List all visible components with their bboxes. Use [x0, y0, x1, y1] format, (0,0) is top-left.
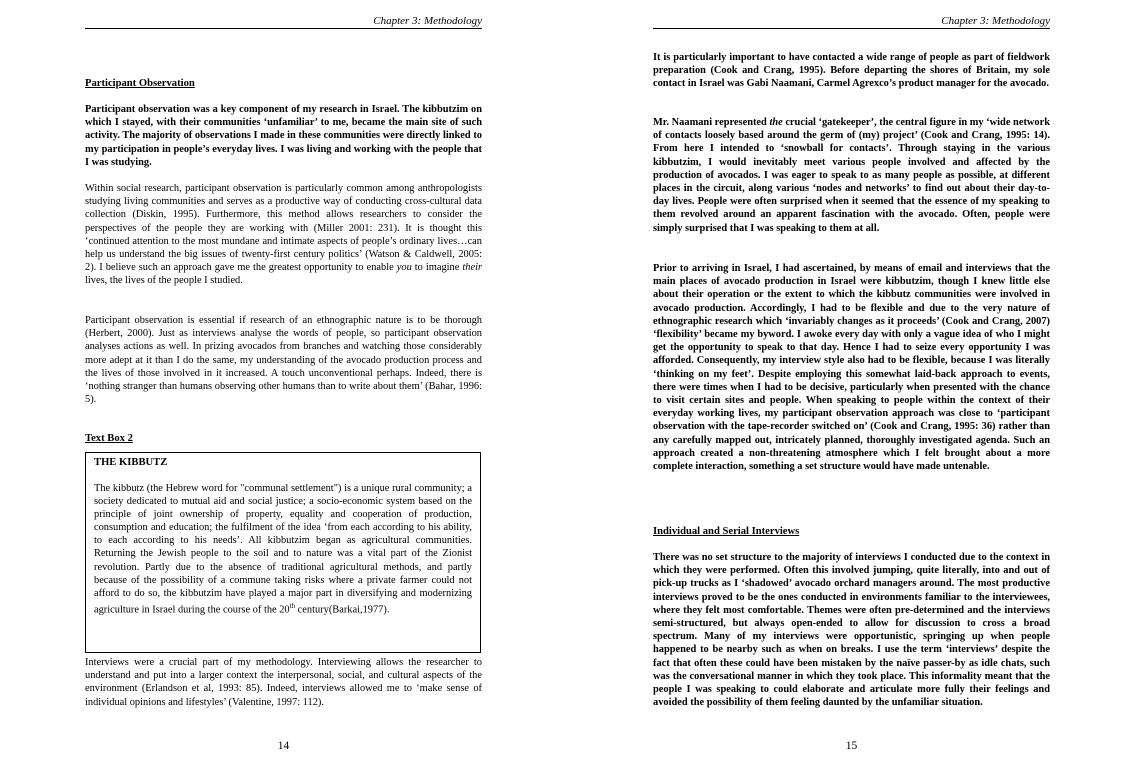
section-heading-text-box: Text Box 2 — [85, 433, 133, 444]
left-page — [85, 0, 482, 766]
text-box-title: THE KIBBUTZ — [94, 457, 168, 468]
paragraph: It is particularly important to have contacted a wide range of people as part of fieldwork preparation (Cook and Crang, 1995). Before departing the shores of Britain, my sole contact in Israel was Gabi Naamani, Carmel Agrexco’s product manager for the avocado. — [653, 52, 1050, 90]
paragraph: Participant observation is essential if research of an ethnographic nature is to be thorough (Herbert, 2000). Just as interviews analyse the words of people, so participant observation analyses actions as well. In prizing avocados from branches and watching those considerably more adept at it than I do the same, my understanding of the avocado production process and the lives of those involved in it increased. A touch unconventional perhaps. Indeed, there is ‘nothing stranger than humans observing other humans than to write about them’ (Bahar, 1996: 5). — [85, 315, 482, 406]
running-head: Chapter 3: Methodology — [85, 15, 482, 29]
text-box-kibbutz — [85, 452, 481, 653]
paragraph: Participant observation was a key component of my research in Israel. The kibbutzim on which I stayed, with their communities ‘unfamiliar’ to me, became the main site of such activity. The majority of observations I made in these communities were directly linked to my participation in people’s everyday lives. I was living and working with the people that I was studying. — [85, 104, 482, 168]
paragraph: Within social research, participant observation is particularly common among anthropologists studying living communities and serves as a productive way of conducting cross-cultural data collection (Diskin, 1995). Furthermore, this method allows researchers to consider the perspectives of the people they are working with (Miller 2001: 231). It is thought this ‘continued attention to the most mundane and intimate aspects of people’s ordinary lives…can help us understand the big issues of twenty-first century politics’ (Watson & Caldwell, 2005: 2). I believe such an approach gave me the greatest opportunity to enable you to imagine their lives, the lives of the people I studied. — [85, 183, 482, 287]
text-box-body: The kibbutz (the Hebrew word for "communal settlement") is a unique rural community; a society dedicated to mutual aid and social justice; a socio-economic system based on the principle of joint ownership of property, equality and cooperation of production, consumption and education; the fulfilment of the idea ‘from each according to his ability, to each according to his needs’. All kibbutzim began as agricultural communities. Returning the Jewish people to the soil and to nature was a vital part of the Zionist revolution. Partly due to the absence of traditional agricultural methods, and partly because of the possibility of a commune taking risks where a private farmer could not afford to do so, the kibbutzim have played a major part in diversifying and modernizing agriculture in Israel during the course of the 20th century(Barkai,1977). — [94, 483, 472, 616]
section-heading-participant-observation: Participant Observation — [85, 78, 195, 89]
paragraph: Prior to arriving in Israel, I had ascertained, by means of email and interviews that the main places of avocado production in Israel were kibbutzim, though I knew little else about their operation or the extent to which the kibbutz communities were involved in avocado production. Accordingly, I had to be flexible and due to the very nature of ethnographic research which ‘invariably changes as it proceeds’ (Cook and Crang, 2007) ‘flexibility’ became my byword. I awoke every day with only a vague idea of who I might get the opportunity to speak to that day. Hence I had to seize every opportunity I was afforded. Consequently, my interview style also had to be flexible, because I was literally ‘thinking on my feet’. Despite employing this somewhat laid-back approach to events, there were times when I had to be decisive, particularly when presented with the chance to visit certain sites and people. When speaking to people within the context of their everyday working lives, my participant observation approach was close to ‘participant observation with the tape-recorder switched on’ (Cook and Crang, 1995: 36) rather than any carefully mapped out, intricately planned, thoroughly investigated agenda. Such an approach created a non-threatening atmosphere which I felt brought about a more complete interaction, something a set structure would have made untenable. — [653, 263, 1050, 473]
paragraph: Mr. Naamani represented the crucial ‘gatekeeper’, the central figure in my ‘wide network of contacts loosely based around the germ of (my) project’ (Cook and Crang, 1995: 14). From here I intended to ‘snowball for contacts’. Through staying in the various kibbutzim, I would inevitably meet various people involved and affected by the production of avocados. I was eager to speak to as many people as possible, at different places in the circuit, along various ‘nodes and networks’ to find out about their day-to-day lives. People were often surprised when it seemed that the essence of my speaking to them revolved around an apparent fascination with the avocado. Often, people were simply surprised that I was speaking to them at all. — [653, 117, 1050, 234]
section-heading-interviews: Individual and Serial Interviews — [653, 526, 800, 537]
paragraph: There was no set structure to the majority of interviews I conducted due to the context in which they were performed. Often this involved jumping, quite literally, into and out of pick-up trucks as I ‘shadowed’ avocado orchard managers around. The most productive interviews proved to be the ones conducted in environments familiar to the interviewees, where they felt most comfortable. Themes were often pre-determined and the interviews semi-structured, but always open-ended to allow for discussion to cross a broad spectrum. Many of my interviews were opportunistic, springing up when people happened to be nearby such as when on breaks. I use the term ‘interviews’ despite the fact that often these could have been mistaken by the naïve passer-by as idle chats, such was the conversational manner in which they took place. This informality meant that the people I was speaking to could elaborate and articulate more fully their feelings and avoided the possibility of them feeling daunted by the unfamiliar situation. — [653, 552, 1050, 709]
right-page — [653, 0, 1050, 766]
running-head: Chapter 3: Methodology — [653, 15, 1050, 29]
page-number: 14 — [277, 740, 290, 752]
page-number: 15 — [845, 740, 858, 752]
paragraph: Interviews were a crucial part of my methodology. Interviewing allows the researcher to understand and put into a larger context the interpersonal, social, and cultural aspects of the environment (Erlandson et al, 1993: 85). Indeed, interviews allowed me to ‘make sense of individual opinions and lifestyles’ (Valentine, 1997: 112). — [85, 657, 482, 708]
